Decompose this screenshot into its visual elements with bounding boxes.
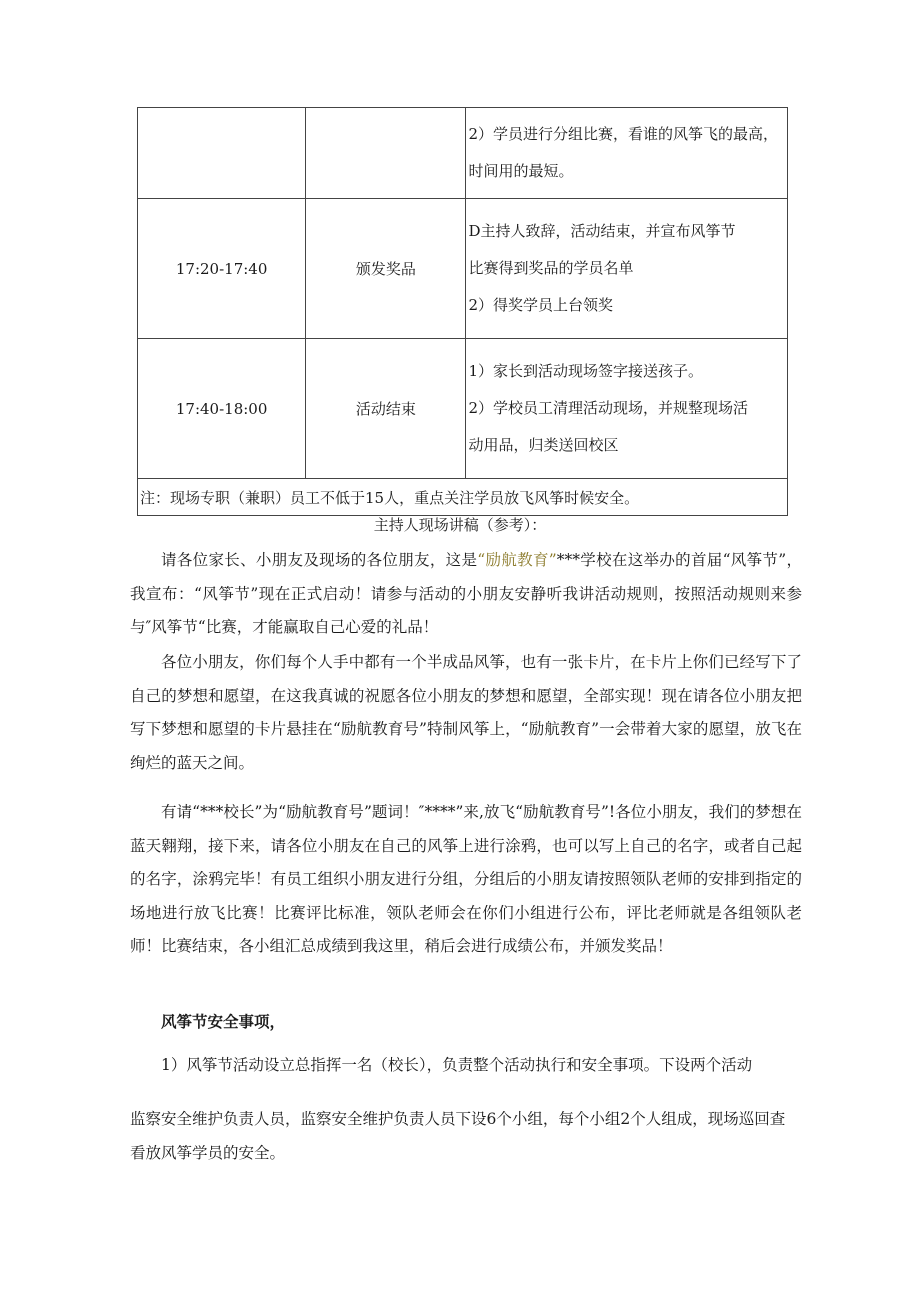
time-cell: [138, 108, 306, 199]
description-line: 动用品，归类送回校区: [468, 436, 619, 454]
item-cell: 活动结束: [306, 339, 466, 479]
description-line: 比赛得到奖品的学员名单: [468, 259, 634, 277]
table-note: 注：现场专职（兼职）员工不低于15人，重点关注学员放飞风筝时候安全。: [138, 479, 788, 516]
description-cell: [466, 339, 788, 479]
description-line: 时间用的最短。: [468, 162, 574, 180]
description-line: 2）学员进行分组比赛，看谁的风筝飞的最高，: [468, 125, 779, 143]
schedule-table: [137, 107, 788, 516]
description-line: 2）学校员工清理活动现场，并规整现场活: [468, 399, 749, 417]
table-row: [138, 108, 788, 199]
item-cell: [306, 108, 466, 199]
description-cell: [466, 199, 788, 339]
table-row: [138, 199, 788, 339]
speech-caption: 主持人现场讲稿（参考）：: [373, 516, 547, 534]
safety-heading: 风筝节安全事项，: [161, 1012, 286, 1031]
description-line: D主持人致辞，活动结束，并宣布风筝节: [468, 222, 736, 240]
safety-item-1-cont: 监察安全维护负责人员，监察安全维护负责人员下设6个小组，每个小组2个人组成，现场巡回查: [130, 1110, 786, 1128]
description-line: 1）家长到活动现场签字接送孩子。: [468, 362, 704, 380]
time-cell: 17:40-18:00: [138, 339, 306, 479]
brand-name: “励航教育”: [477, 551, 557, 569]
paragraph-instructions: 有请“***校长”为“励航教育号”题词！″****”来,放飞“励航教育号”!各位小朋友，我们的梦想在蓝天翱翔，接下来，请各位小朋友在自己的风筝上进行涂鸦，也可以写上自己的名字，或者自己起的名字，涂鸦完毕！有员工组织小朋友进行分组，分组后的小朋友请按照领队老师的安排到指定的场地进行放飞比赛！比赛评比标准，领队老师会在你们小组进行公布，评比老师就是各组领队老师！比赛结束，各小组汇总成绩到我这里，稍后会进行成绩公布，并颁发奖品！: [130, 803, 802, 955]
paragraph-text: ***学校在这举办的首届“风筝节”，我宣布：“风筝节”现在正式启动！请参与活动的小朋友安静听我讲活动规则，按照活动规则来参与″风筝节“比赛，才能赢取自己心爱的礼品！: [130, 551, 802, 636]
table-note-row: [138, 479, 788, 516]
description-line: 2）得奖学员上台领奖: [468, 296, 614, 314]
time-cell: 17:20-17:40: [138, 199, 306, 339]
table-row: [138, 339, 788, 479]
safety-item-1-end: 看放风筝学员的安全。: [130, 1144, 286, 1162]
description-cell: [466, 108, 788, 199]
paragraph-wishes: 各位小朋友，你们每个人手中都有一个半成品风筝，也有一张卡片，在卡片上你们已经写下了自己的梦想和愿望，在这我真诚的祝愿各位小朋友的梦想和愿望，全部实现！现在请各位小朋友把写下梦想和愿望的卡片悬挂在“励航教育号”特制风筝上，“励航教育”一会带着大家的愿望，放飞在绚烂的蓝天之间。: [130, 653, 802, 772]
paragraph-opening: [130, 544, 802, 645]
item-cell: 颁发奖品: [306, 199, 466, 339]
safety-item-1: 1）风筝节活动设立总指挥一名（校长），负责整个活动执行和安全事项。下设两个活动: [161, 1056, 753, 1074]
paragraph-text: 请各位家长、小朋友及现场的各位朋友，这是: [161, 551, 478, 569]
